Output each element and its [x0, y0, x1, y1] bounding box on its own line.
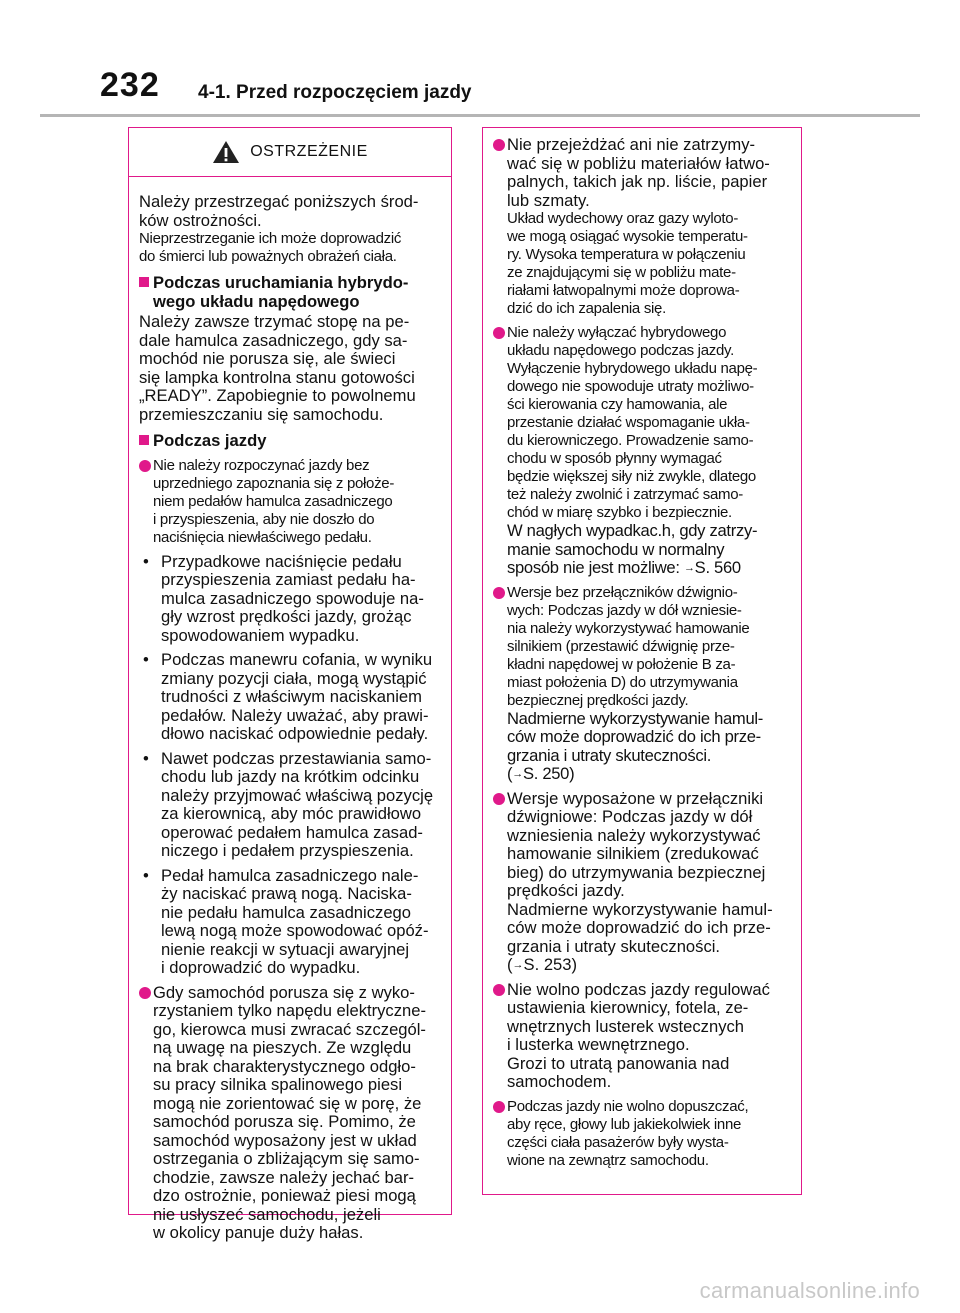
text-line: Wersje bez przełączników dźwignio- [507, 583, 738, 601]
text-line: uprzedniego zapoznania się z położe- [153, 474, 395, 492]
text-line: części ciała pasażerów były wysta- [507, 1133, 729, 1151]
circle-bullet-icon [493, 1101, 505, 1113]
text-line: też należy zwolnić i zatrzymać samo- [507, 486, 743, 503]
paragraph-starting [139, 313, 441, 424]
text-line: wnętrznych lusterek wstecznych [507, 1016, 745, 1036]
text-line: Nie przejeżdżać ani nie zatrzymy- [507, 135, 756, 154]
text-line: aby ręce, głowy lub jakiekolwiek inne [507, 1115, 742, 1133]
text-line: przyspieszenia zamiast pedału ha- [161, 570, 416, 589]
text-line: za kierownicą, aby móc prawidłowo [161, 804, 422, 823]
bullet-hybrid-off [493, 324, 791, 578]
text-line: naciśnięcia niewłaściwego pedału. [153, 528, 372, 546]
text-line: Nawet podczas przestawiania samo- [161, 748, 432, 768]
text-span: sposób nie jest możliwe: [507, 558, 680, 577]
text-line: grzania i utraty skuteczności. [507, 936, 721, 956]
text-line: ry. Wysoka temperatura w połączeniu [507, 246, 746, 263]
text-line: grzania i utraty skuteczności. [507, 745, 712, 765]
text-line: się lampka kontrolna stanu gotowości [139, 367, 415, 387]
text-line: wzniesienia należy wykorzystywać [507, 825, 761, 845]
text-line: Nieprzestrzeganie ich może doprowadzić [139, 230, 402, 247]
header-rule [40, 114, 920, 117]
text-line: samochodem. [507, 1072, 612, 1091]
circle-bullet-icon [493, 327, 505, 339]
text-line: dźwigniowe: Podczas jazdy w dół [507, 807, 753, 826]
dot-marker: • [143, 748, 149, 768]
arrow-right-icon: → [683, 562, 695, 574]
dot-marker: • [143, 551, 149, 571]
circle-bullet-icon [139, 987, 151, 999]
text-line: Wyłączenie hybrydowego układu napę- [507, 360, 758, 377]
text-line: i przyspieszenia, aby nie doszło do [153, 510, 375, 528]
warning-box [128, 127, 452, 1242]
text-line: du kierowniczego. Prowadzenie samo- [507, 432, 754, 449]
text-line: spowodowaniem wypadku. [161, 625, 360, 645]
list-item [139, 867, 441, 978]
square-bullet-icon [139, 277, 149, 287]
text-line: W nagłych wypadkac.h, gdy zatrzy- [507, 521, 758, 540]
text-line: Grozi to utratą panowania nad [507, 1053, 730, 1073]
text-line: palnych, takich jak np. liście, papier [507, 172, 768, 191]
text-span: ( [507, 764, 513, 783]
text-line: ści kierowania czy hamowania, ale [507, 396, 728, 413]
text-line: Nie wolno podczas jazdy regulować [507, 979, 770, 999]
text-line-with-ref [507, 956, 791, 975]
text-line: ków ostrożności. [139, 210, 262, 230]
subheading-driving [139, 432, 441, 451]
text-line: „READY”. Zapobiegnie to powolnemu [139, 386, 416, 405]
text-line: niem pedałów hamulca zasadniczego [153, 492, 393, 510]
text-line: pedałów. Należy uważać, aby prawi- [161, 705, 429, 725]
text-line: dłowo naciskać odpowiednie pedały. [161, 724, 429, 743]
text-line: Układ wydechowy oraz gazy wyloto- [507, 210, 739, 227]
list-item [139, 553, 441, 646]
dot-marker: • [143, 865, 149, 885]
text-line: lewą nogą może spowodować opóź- [161, 921, 429, 940]
text-line: ców może doprowadzić do ich prze- [507, 918, 771, 937]
warning-header [129, 128, 451, 177]
bullet-body-parts [493, 1098, 791, 1170]
text-line: ze znajdującymi się w pobliżu mate- [507, 264, 736, 281]
text-line: Nie należy wyłączać hybrydowego [507, 324, 727, 341]
text-line: nie usłyszeć samochodu, jeżeli [153, 1204, 381, 1224]
text-line: w okolicy panuje duży hałas. [153, 1223, 364, 1242]
text-line: mulca zasadniczego spowoduje na- [161, 588, 424, 608]
text-line: i lusterka wewnętrznego. [507, 1035, 690, 1054]
text-line: Należy zawsze trzymać stopę na pe- [139, 312, 410, 331]
text-line: silnikiem (przestawić dźwignię prze- [507, 637, 735, 655]
text-line: miast położenia D) do utrzymywania [507, 673, 738, 691]
text-line: riałami łatwopalnymi może doprowa- [507, 282, 740, 299]
text-line: hamowanie silnikiem (zredukować [507, 844, 759, 863]
bullet-flammable [493, 136, 791, 318]
text-line: bieg) do utrzymywania bezpiecznej [507, 862, 766, 882]
text-line: nie pedału hamulca zasadniczego [161, 902, 412, 922]
circle-bullet-icon [493, 587, 505, 599]
text-line: nia należy wykorzystywać hamowanie [507, 619, 750, 637]
circle-bullet-icon [493, 139, 505, 151]
text-line: niczego i pedałem przyspieszenia. [161, 841, 414, 860]
text-line: samochód porusza się. Pomimo, że [153, 1112, 416, 1131]
text-line: Wersje wyposażone w przełączniki [507, 788, 764, 808]
text-line: układu napędowego podczas jazdy. [507, 342, 734, 359]
text-line: Należy przestrzegać poniższych środ- [139, 192, 419, 211]
arrow-right-icon: → [512, 959, 524, 971]
text-line: Nadmierne wykorzystywanie hamul- [507, 708, 763, 728]
text-line: su pracy silnika spalinowego piesi [153, 1075, 403, 1094]
text-line: ży naciskać prawą nogą. Naciska- [161, 884, 412, 903]
text-line: mochód nie porusza się, ale świeci [139, 349, 396, 368]
text-line: dzić do ich zapalenia się. [507, 300, 666, 317]
warning-title: OSTRZEŻENIE [250, 143, 368, 160]
text-span: ( [507, 955, 513, 974]
text-line: bezpiecznej prędkości jazdy. [507, 691, 689, 709]
list-item [139, 651, 441, 744]
circle-bullet-icon [493, 984, 505, 996]
text-line: go, kierowca musi zwracać szczegól- [153, 1019, 426, 1039]
text-line: we mogą osiągać wysokie temperatu- [507, 228, 748, 245]
arrow-right-icon: → [512, 768, 523, 780]
circle-bullet-icon [493, 793, 505, 805]
text-line: wione na zewnątrz samochodu. [507, 1151, 709, 1169]
page-number: 232 [100, 66, 160, 104]
circle-bullet-icon [139, 460, 151, 472]
text-line: na brak charakterystycznego odgło- [153, 1056, 416, 1076]
text-line: Podczas jazdy [153, 431, 267, 450]
text-line: chód w miarę szybko i bezpiecznie. [507, 504, 732, 521]
text-line: ustawienia kierownicy, fotela, ze- [507, 998, 749, 1017]
warning-box-continued [482, 127, 802, 1195]
text-line: przestanie działać wspomaganie ukła- [507, 414, 750, 431]
text-line-with-ref [507, 559, 791, 578]
text-line: chodzie, zawsze należy jechać bar- [153, 1167, 415, 1187]
text-line: ców może doprowadzić do ich prze- [507, 727, 761, 746]
text-line: przemieszczaniu się samochodu. [139, 404, 384, 424]
text-line: nienie reakcji w sytuacji awaryjnej [161, 939, 410, 959]
text-line: lub szmaty. [507, 190, 590, 210]
text-line: ostrzegania o zbliżającym się samo- [153, 1149, 420, 1168]
list-item [139, 750, 441, 861]
text-line: będzie większej siły niż zwykle, dlatego [507, 468, 756, 485]
text-line: rzystaniem tylko napędu elektryczne- [153, 1001, 426, 1020]
bullet-pedals [139, 457, 441, 547]
text-line: manie samochodu w normalny [507, 539, 725, 559]
text-line: chodu lub jazdy na krótkim odcinku [161, 767, 420, 786]
warning-intro-small [139, 230, 441, 266]
text-line: i doprowadzić do wypadku. [161, 958, 361, 977]
text-line: prędkości jazdy. [507, 881, 625, 900]
warning-intro [139, 193, 441, 230]
bullet-engine-braking [493, 584, 791, 784]
text-line: mogą nie zorientować się w porę, że [153, 1093, 422, 1113]
text-line-with-ref [507, 765, 791, 784]
text-line: dale hamulca zasadniczego, gdy sa- [139, 330, 408, 350]
text-line: Przypadkowe naciśnięcie pedału [161, 551, 402, 571]
text-line: Podczas uruchamiania hybrydo- [153, 273, 409, 292]
text-line: Gdy samochód porusza się z wyko- [153, 982, 415, 1002]
text-line: należy przyjmować właściwą pozycję [161, 785, 434, 805]
text-line: zmiany pozycji ciała, mogą wystąpić [161, 668, 427, 688]
text-line: chodu w sposób płynny wymagać [507, 450, 722, 467]
text-line: Nie należy rozpoczynać jazdy bez [153, 456, 370, 474]
bullet-paddle-shift [493, 790, 791, 975]
dot-marker: • [143, 650, 149, 669]
page-reference-link[interactable]: S. 253) [523, 955, 578, 974]
bullet-adjustments [493, 981, 791, 1092]
text-line: Nadmierne wykorzystywanie hamul- [507, 899, 773, 919]
watermark: carmanualsonline.info [699, 1278, 920, 1303]
text-line: trudności z właściwym naciskaniem [161, 687, 422, 706]
text-line: Pedał hamulca zasadniczego nale- [161, 865, 419, 885]
text-line: dowego nie spowoduje utraty możliwo- [507, 378, 754, 395]
subheading-starting [139, 274, 441, 311]
text-line: Podczas jazdy nie wolno dopuszczać, [507, 1097, 749, 1115]
text-line: samochód wyposażony jest w układ [153, 1130, 417, 1150]
text-line: wać się w pobliżu materiałów łatwo- [507, 153, 770, 173]
text-line: operować pedałem hamulca zasad- [161, 822, 423, 842]
page-reference-link[interactable]: S. 560 [694, 558, 741, 577]
text-line: gły wzrost prędkości jazdy, grożąc [161, 607, 412, 626]
text-line: dzo ostrożnie, ponieważ piesi mogą [153, 1186, 416, 1205]
page-reference-link[interactable]: S. 250) [522, 764, 575, 783]
square-bullet-icon [139, 435, 149, 445]
text-line: ną uwagę na pieszych. Ze względu [153, 1038, 412, 1057]
text-line: do śmierci lub poważnych obrażeń ciała. [139, 248, 397, 265]
section-title: 4-1. Przed rozpoczęciem jazdy [198, 82, 472, 103]
text-line: kładni napędowej w położenie B za- [507, 655, 736, 673]
text-line: wego układu napędowego [153, 291, 360, 311]
warning-triangle-icon [212, 140, 240, 164]
text-line: Podczas manewru cofania, w wyniku [161, 650, 433, 669]
text-line: wych: Podczas jazdy w dół wzniesie- [507, 601, 742, 619]
bullet-pedestrians [139, 984, 441, 1243]
page-header [0, 0, 960, 128]
